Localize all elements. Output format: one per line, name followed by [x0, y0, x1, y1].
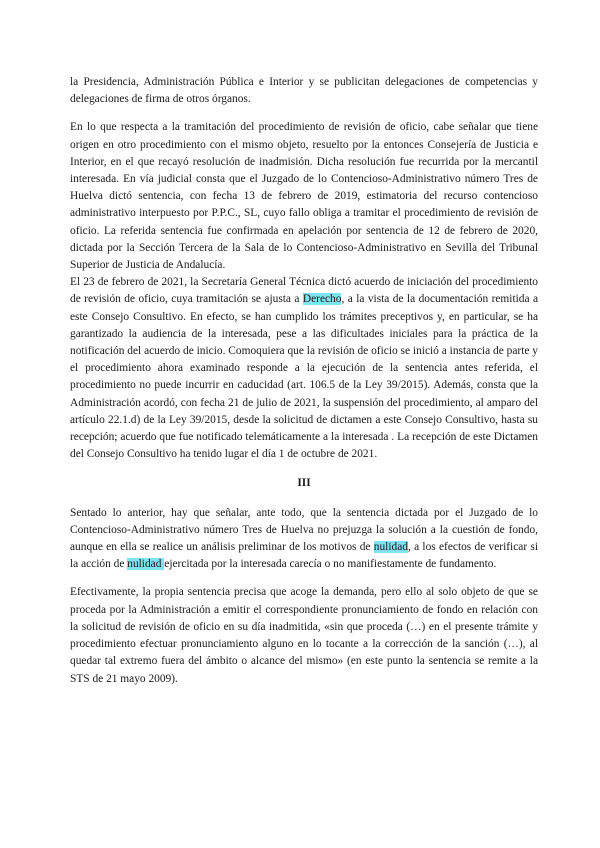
- paragraph-3: [70, 274, 538, 463]
- paragraph-1: la Presidencia, Administración Pública e Interior y se publicitan delegaciones de competencias y delegaciones de firma de otros órganos.: [70, 76, 538, 106]
- paragraph-4: [70, 505, 538, 574]
- highlight-nulidad-2: nulidad: [127, 558, 165, 571]
- paragraph-4-text-b: , a los efectos de verificar si la acción de: [70, 541, 538, 571]
- highlight-nulidad-1: nulidad: [373, 541, 408, 554]
- paragraph-4-text-c: ejercitada por la interesada carecía o no manifiestamente de fundamento.: [164, 558, 497, 571]
- paragraph-3-text-a: El 23 de febrero de 2021, la Secretaría General Técnica dictó acuerdo de iniciación del procedimiento de revisión de oficio, cuya tramitación se ajusta a: [70, 276, 538, 306]
- paragraph-3-text-b: , a la vista de la documentación remitida a este Consejo Consultivo. En efecto, se han cumplido los trámites preceptivos y, en particular, se ha garantizado la audiencia de la interesada, pese a las dificultades iniciales para la práctica de la notificación del acuerdo de inicio. Comoquiera que la revisión de oficio se inició a instancia de parte y el procedimiento ahora examinado responde a la ejecución de la sentencia antes referida, el procedimiento no puede incurrir en caducidad (art. 106.5 de la Ley 39/2015). Además, consta que la Administración acordó, con fecha 21 de julio de 2021, la suspensión del procedimiento, al amparo del artículo 22.1.d) de la Ley 39/2015, desde la solicitud de dictamen a este Consejo Consultivo, hasta su recepción; acuerdo que fue notificado telemáticamente a la interesada . La recepción de este Dictamen del Consejo Consultivo ha tenido lugar el día 1 de octubre de 2021.: [70, 293, 539, 461]
- paragraph-4-text-a: Sentado lo anterior, hay que señalar, ante todo, que la sentencia dictada por el Juzgado de lo Contencioso-Administrativo número Tres de Huelva no prejuzga la solución a la cuestión de fondo, aunque en ella se realice un análisis preliminar de los motivos de: [70, 506, 538, 554]
- paragraph-2: En lo que respecta a la tramitación del procedimiento de revisión de oficio, cabe señalar que tiene origen en otro procedimiento con el mismo objeto, resuelto por la entonces Consejería de Justicia e Interior, en el que recayó resolución de inadmisión. Dicha resolución fue recurrida por la mercantil interesada. En vía judicial consta que el Juzgado de lo Contencioso-Administrativo número Tres de Huelva dictó sentencia, con fecha 13 de febrero de 2019, estimatoria del recurso contencioso administrativo interpuesto por P.P.C., SL, cuyo fallo obliga a tramitar el procedimiento de revisión de oficio. La referida sentencia fue confirmada en apelación por sentencia de 12 de febrero de 2020, dictada por la Sección Tercera de la Sala de lo Contencioso-Administrativo en Sevilla del Tribunal Superior de Justicia de Andalucía.: [70, 121, 538, 272]
- paragraph-5: Efectivamente, la propia sentencia precisa que acoge la demanda, pero ello al solo objeto de que se proceda por la Administración a emitir el correspondiente pronunciamiento de fondo en relación con la solicitud de revisión de oficio en su día inadmitida, «sin que proceda (…) en el presente trámite y procedimiento efectuar pronunciamiento alguno en lo tocante a la corrección de la sanción (…), al quedar tal extremo fuera del ámbito o alcance del mismo» (en este punto la sentencia se remite a la STS de 21 mayo 2009).: [70, 586, 538, 685]
- section-heading: III: [297, 477, 311, 490]
- document-page: [70, 74, 538, 688]
- highlight-derecho: Derecho: [302, 293, 342, 306]
